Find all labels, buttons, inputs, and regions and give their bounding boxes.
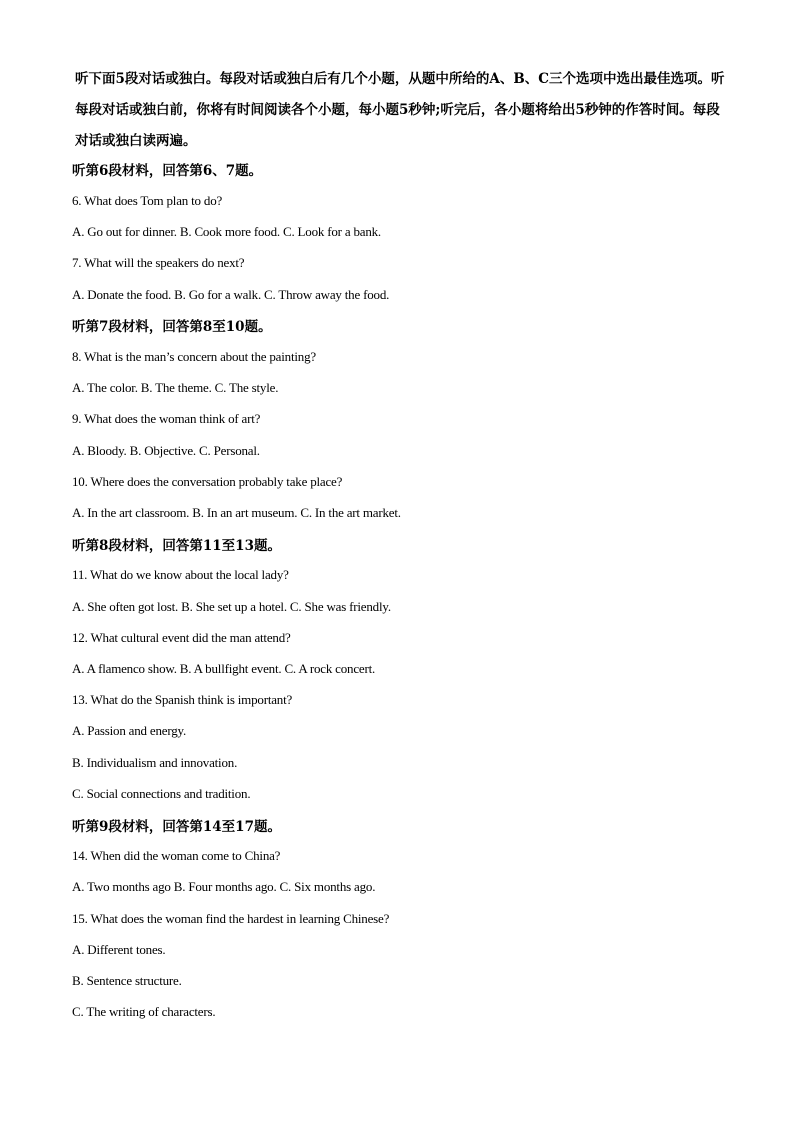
question-12-options: A. A flamenco show. B. A bullfight event. C. A rock concert. xyxy=(72,661,376,676)
section-heading: 听第8段材料，回答第11至13题。 xyxy=(72,538,281,554)
question-12: 12. What cultural event did the man attend? xyxy=(72,630,291,645)
question-9-options: A. Bloody. B. Objective. C. Personal. xyxy=(72,443,260,458)
question-13-option-b: B. Individualism and innovation. xyxy=(72,755,238,770)
question-8-options: A. The color. B. The theme. C. The style. xyxy=(72,380,279,395)
question-11: 11. What do we know about the local lady? xyxy=(72,567,289,582)
section-heading: 听第7段材料，回答第8至10题。 xyxy=(72,319,272,335)
question-13: 13. What do the Spanish think is important? xyxy=(72,692,293,707)
question-6: 6. What does Tom plan to do? xyxy=(72,193,223,208)
question-10: 10. Where does the conversation probably take place? xyxy=(72,474,343,489)
section-heading: 听第6段材料，回答第6、7题。 xyxy=(72,163,263,179)
question-15-option-a: A. Different tones. xyxy=(72,942,166,957)
question-14: 14. When did the woman come to China? xyxy=(72,848,281,863)
question-15-option-c: C. The writing of characters. xyxy=(72,1004,216,1019)
question-15: 15. What does the woman find the hardest in learning Chinese? xyxy=(72,911,390,926)
question-7-options: A. Donate the food. B. Go for a walk. C. Throw away the food. xyxy=(72,287,390,302)
question-7: 7. What will the speakers do next? xyxy=(72,255,245,270)
question-6-options: A. Go out for dinner. B. Cook more food. C. Look for a bank. xyxy=(72,224,381,239)
question-11-options: A. She often got lost. B. She set up a hotel. C. She was friendly. xyxy=(72,599,391,614)
listening-instructions: 听下面5段对话或独白。每段对话或独白后有几个小题，从题中所给的A、B、C三个选项中选出最佳选项。听每段对话或独白前，你将有时间阅读各个小题，每小题5秒钟;听完后，各小题将给出5秒钟的作答时间。每段对话或独白读两遍。 xyxy=(75,71,725,149)
question-15-option-b: B. Sentence structure. xyxy=(72,973,182,988)
question-14-options: A. Two months ago B. Four months ago. C. Six months ago. xyxy=(72,879,376,894)
question-13-option-c: C. Social connections and tradition. xyxy=(72,786,251,801)
question-13-option-a: A. Passion and energy. xyxy=(72,723,187,738)
question-8: 8. What is the man’s concern about the painting? xyxy=(72,349,316,364)
section-heading: 听第9段材料，回答第14至17题。 xyxy=(72,819,281,835)
question-10-options: A. In the art classroom. B. In an art museum. C. In the art market. xyxy=(72,505,401,520)
question-9: 9. What does the woman think of art? xyxy=(72,411,261,426)
